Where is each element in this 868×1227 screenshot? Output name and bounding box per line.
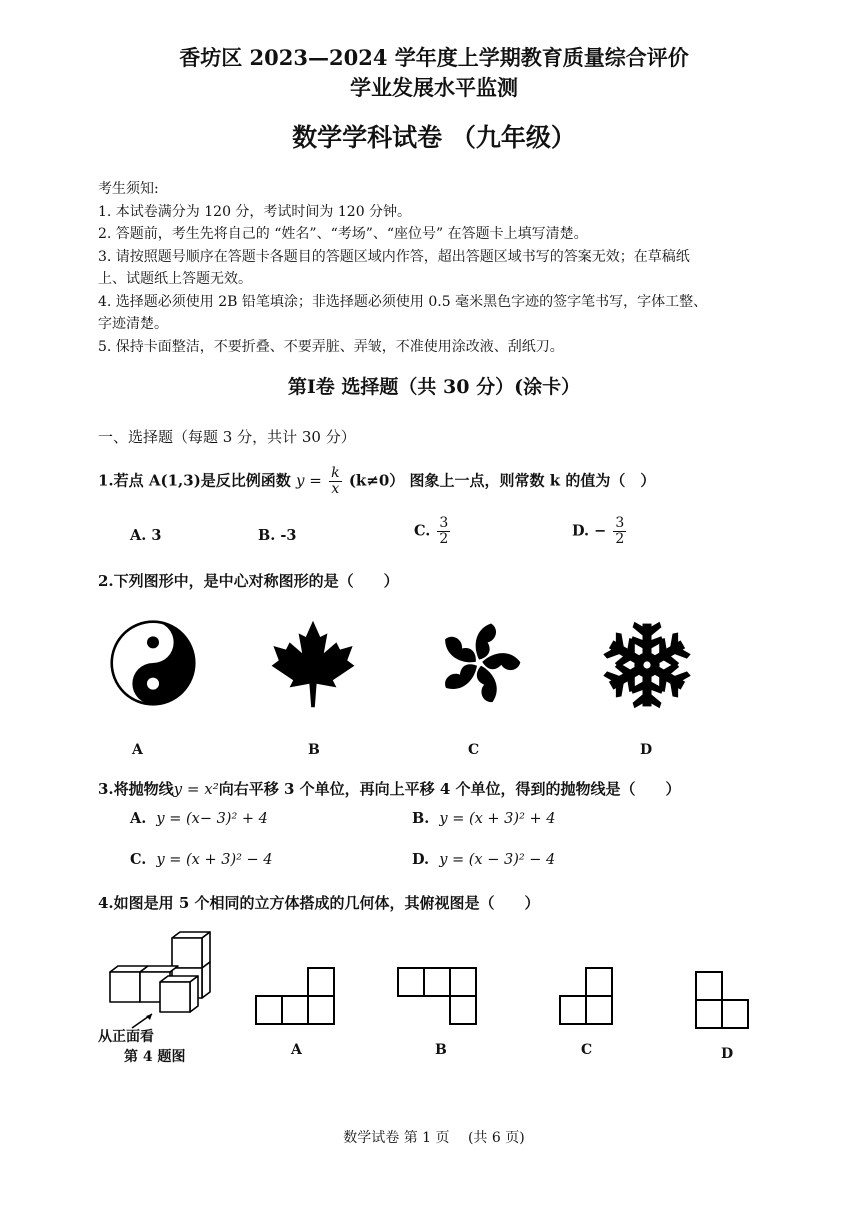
q2-label-b: B [308, 742, 320, 758]
notes-item: 上、试题纸上答题无效。 [98, 271, 252, 287]
fraction-3-over-2: $\frac{3}{2}$ [439, 515, 449, 547]
q4-label-d: D [721, 1046, 734, 1062]
q4-top-view-b [396, 966, 478, 1026]
question-3-stem: 3.将抛物线y = x²向右平移 3 个单位，再向上平移 4 个单位，得到的抛物线是（ ） [98, 780, 681, 798]
fraction-neg-3-over-2: $\frac{3}{2}$ [615, 515, 625, 547]
q3-option-a: A. y = (x− 3)² + 4 [130, 810, 268, 827]
question-2-stem: 2.下列图形中，是中心对称图形的是（ ） [98, 572, 399, 590]
q4-label-b: B [435, 1042, 447, 1058]
q3-option-c: C. y = (x + 3)² − 4 [130, 851, 273, 868]
figure-caption: 第 4 题图 [124, 1049, 186, 1065]
question-1-stem: 1.若点 A(1,3)是反比例函数 y = $\frac{k}{x}$ (k≠0） 图象上一点，则常数 k 的值为（ ） [98, 465, 656, 497]
notes-heading: 考生须知: [98, 181, 159, 197]
notes-item: 5. 保持卡面整洁，不要折叠、不要弄脏、弄皱，不准使用涂改液、刮纸刀。 [98, 338, 564, 355]
subject-title: 数学学科试卷 （九年级） [292, 123, 576, 152]
notes-item: 4. 选择题必须使用 2B 铅笔填涂；非选择题必须使用 0.5 毫米黑色字迹的签字笔书写，字体工整、 [98, 293, 708, 310]
front-view-label: 从正面看 [98, 1029, 154, 1045]
q2-label-d: D [640, 742, 653, 758]
maple-leaf-icon [268, 618, 358, 710]
q2-label-a: A [132, 742, 143, 758]
q1-option-a: A. 3 [130, 527, 162, 544]
part-title: 一、选择题（每题 3 分，共计 30 分） [98, 428, 356, 446]
q1-option-c: C. $\frac{3}{2}$ [414, 515, 449, 547]
pinwheel-flower-icon [436, 620, 522, 706]
q1-option-b: B. -3 [258, 527, 297, 544]
notes-item: 2. 答题前，考生先将自己的 “姓名”、“考场”、“座位号” 在答题卡上填写清楚。 [98, 226, 588, 242]
fraction-k-over-x: $\frac{k}{x}$ [331, 465, 340, 497]
q3-option-d: D. y = (x − 3)² − 4 [412, 851, 556, 868]
cube-stack-figure [106, 930, 218, 1020]
q1-option-d: D. − $\frac{3}{2}$ [572, 515, 625, 547]
q4-top-view-a [254, 966, 336, 1026]
notes-item: 字迹清楚。 [98, 316, 168, 332]
q4-label-c: C [581, 1042, 593, 1058]
q4-top-view-d [694, 970, 752, 1030]
question-4-stem: 4.如图是用 5 个相同的立方体搭成的几何体，其俯视图是（ ） [98, 894, 540, 912]
yin-yang-icon [110, 620, 196, 706]
q3-option-b: B. y = (x + 3)² + 4 [412, 810, 556, 827]
exam-title-line1: 香坊区 2023—2024 学年度上学期教育质量综合评价 [179, 45, 689, 70]
exam-title-line2: 学业发展水平监测 [350, 75, 518, 100]
notes-item: 3. 请按照题号顺序在答题卡各题目的答题区域内作答，超出答题区域书写的答案无效；在草稿纸 [98, 248, 690, 265]
page-footer: 数学试卷 第 1 页 (共 6 页) [343, 1130, 525, 1146]
notes-item: 1. 本试卷满分为 120 分，考试时间为 120 分钟。 [98, 203, 412, 220]
section-title: 第Ⅰ卷 选择题（共 30 分）(涂卡） [287, 376, 581, 398]
q2-label-c: C [468, 742, 480, 758]
q4-top-view-c [556, 966, 614, 1026]
q4-label-a: A [291, 1042, 302, 1058]
snowflake-icon [602, 620, 692, 710]
candidate-notes [98, 178, 798, 358]
